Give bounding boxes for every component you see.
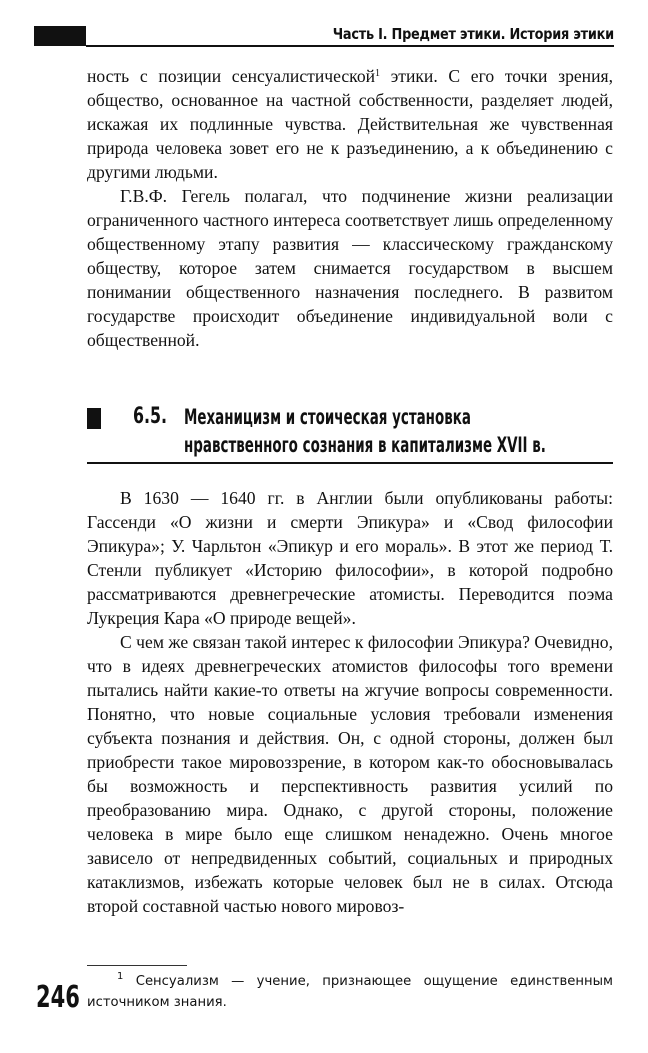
- section-marker: [87, 408, 101, 429]
- paragraph-text: ность с позиции сенсуалистической: [87, 66, 376, 86]
- paragraph-epicurus-interest: С чем же связан такой интерес к философии Эпикура? Очевидно, что в идеях древнегреческих атомистов философы того времени пытались найти какие-то ответы на жгучие вопросы современности. Понятно, что новые социальные условия требовали изменения субъекта познания и действия. Он, с одной стороны, должен был приобрести такое мировоззрение, в котором как-то обосновывалась бы возможность и перспективность развития усилий по преобразованию мира. Однако, с другой стороны, положение человека в мире было еще слишком ненадежно. Очень многое зависело от непредвиденных событий, социальных и природных катаклизмов, избежать которые человек был не в силах. Отсюда второй составной частью нового мировоз-: [87, 632, 613, 916]
- running-header: [34, 24, 614, 50]
- footnote: [87, 971, 613, 1013]
- section-title-line-2: нравственного сознания в капитализме XVII в.: [184, 433, 546, 457]
- footnote-text: Сенсуализм — учение, признающее ощущение единственным источником знания.: [87, 974, 613, 1010]
- page-number: 246: [36, 980, 80, 1015]
- footnote-reference: 1: [375, 68, 381, 79]
- header-rule: [86, 45, 614, 47]
- section-number: 6.5.: [133, 404, 168, 429]
- section-rule: [87, 462, 613, 464]
- paragraph-publications: В 1630 — 1640 гг. в Англии были опубликованы работы: Гассенди «О жизни и смерти Эпикура» и «Свод философии Эпикура»; У. Чарльтон «Эпикур и его мораль». В этот же период Т. Стенли публикует «Историю философии», в которой подробно рассматриваются древнегреческие атомисты. Переводится поэма Лукреция Кара «О природе вещей».: [87, 488, 613, 628]
- main-text-block: [87, 486, 613, 918]
- running-header-title: Часть I. Предмет этики. История этики: [332, 25, 614, 43]
- footnote-rule: [87, 965, 187, 966]
- section-title-line-1: Механицизм и стоическая установка: [184, 405, 471, 429]
- paragraph-hegel: Г.В.Ф. Гегель полагал, что подчинение жизни реализации ограниченного частного интереса соответствует лишь определенному общественному этапу развития — классическому гражданскому обществу, которое затем снимается государством в высшем понимании общественного назначения последнего. В развитом государстве происходит объединение индивидуальной воли с общественной.: [87, 186, 613, 350]
- top-text-block: [87, 64, 613, 352]
- footnote-mark: 1: [117, 971, 124, 982]
- header-black-block: [34, 26, 86, 46]
- paragraph-continued: [87, 64, 613, 184]
- paragraph-text: этики. С его точки зрения, общество, основанное на частной собственности, разделяет людей, искажая их подлинные чувства. Действительная же чувственная природа человека зовет его не к разъединению, а к объединению с другими людьми.: [87, 66, 613, 182]
- section-heading: [87, 400, 613, 468]
